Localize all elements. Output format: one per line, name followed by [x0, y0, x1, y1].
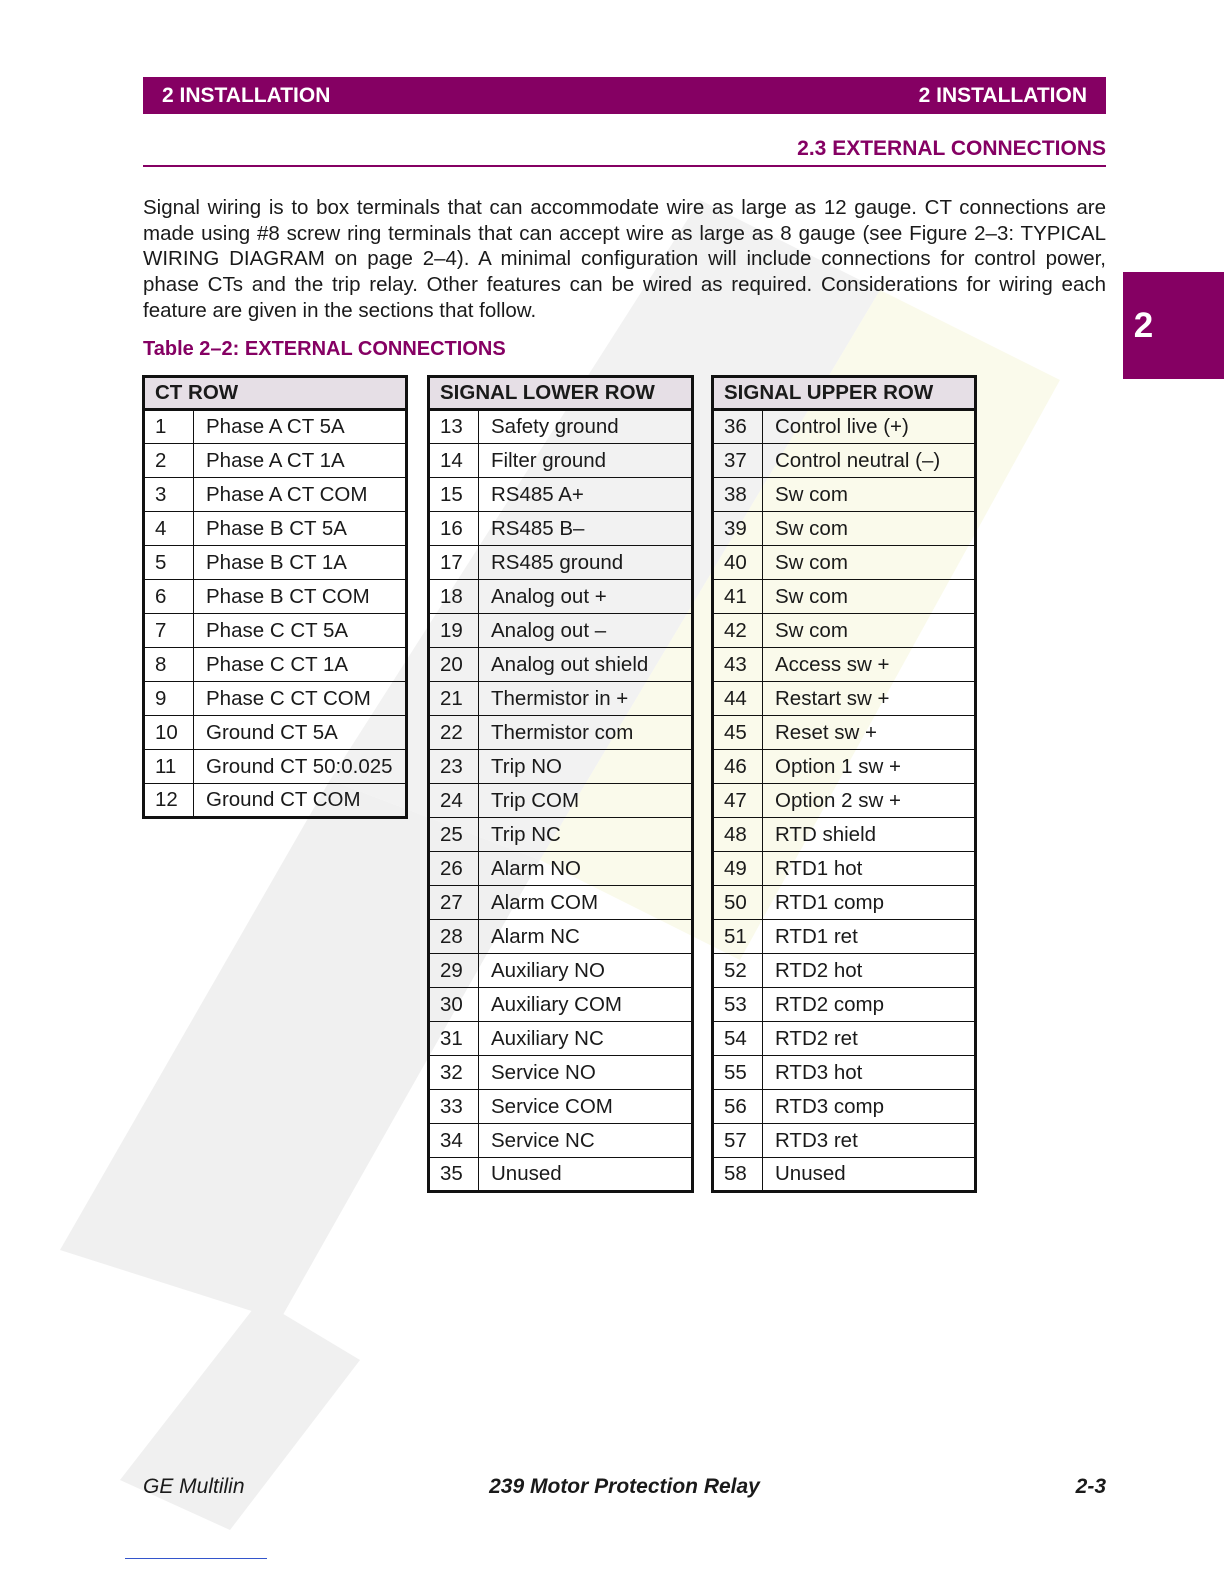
table-row	[429, 1022, 693, 1056]
terminal-description: Sw com	[763, 512, 976, 546]
terminal-description: Service COM	[479, 1090, 693, 1124]
table-row	[429, 988, 693, 1022]
terminal-description: Phase A CT COM	[194, 478, 407, 512]
terminal-number: 36	[713, 410, 763, 444]
terminal-description: Unused	[479, 1158, 693, 1192]
footer-page-number: 2-3	[1075, 1475, 1106, 1498]
terminal-number: 34	[429, 1124, 479, 1158]
terminal-number: 37	[713, 444, 763, 478]
table-row	[144, 580, 407, 614]
terminal-description: Phase C CT 1A	[194, 648, 407, 682]
header-right-label: 2 INSTALLATION	[918, 83, 1087, 107]
table-row	[429, 580, 693, 614]
table-row	[429, 444, 693, 478]
terminal-description: Phase C CT COM	[194, 682, 407, 716]
table-row	[713, 546, 976, 580]
terminal-description: Option 2 sw +	[763, 784, 976, 818]
terminal-number: 44	[713, 682, 763, 716]
terminal-number: 1	[144, 410, 194, 444]
terminal-description: Thermistor in +	[479, 682, 693, 716]
terminal-description: Service NC	[479, 1124, 693, 1158]
table-row	[713, 920, 976, 954]
table-row	[713, 818, 976, 852]
table-row	[713, 886, 976, 920]
table-row	[713, 1022, 976, 1056]
footer-company: GE Multilin	[143, 1475, 245, 1498]
terminal-description: Sw com	[763, 478, 976, 512]
terminal-number: 45	[713, 716, 763, 750]
terminal-number: 14	[429, 444, 479, 478]
terminal-number: 19	[429, 614, 479, 648]
terminal-description: Analog out +	[479, 580, 693, 614]
terminal-description: RTD2 ret	[763, 1022, 976, 1056]
terminal-number: 26	[429, 852, 479, 886]
terminal-number: 39	[713, 512, 763, 546]
table-row	[713, 580, 976, 614]
terminal-number: 33	[429, 1090, 479, 1124]
table-row	[713, 716, 976, 750]
table-title: SIGNAL LOWER ROW	[429, 377, 693, 410]
signal-lower-row-table	[427, 375, 694, 1193]
terminal-number: 9	[144, 682, 194, 716]
terminal-description: Alarm COM	[479, 886, 693, 920]
table-row	[144, 614, 407, 648]
terminal-number: 32	[429, 1056, 479, 1090]
terminal-description: RTD2 hot	[763, 954, 976, 988]
footer-product-title: 239 Motor Protection Relay	[489, 1475, 760, 1498]
table-row	[713, 1056, 976, 1090]
terminal-description: Phase C CT 5A	[194, 614, 407, 648]
terminal-number: 24	[429, 784, 479, 818]
terminal-number: 23	[429, 750, 479, 784]
table-row	[429, 1056, 693, 1090]
table-row	[429, 954, 693, 988]
table-header-row	[713, 377, 976, 410]
table-row	[713, 750, 976, 784]
terminal-number: 6	[144, 580, 194, 614]
table-row	[713, 954, 976, 988]
terminal-description: Reset sw +	[763, 716, 976, 750]
terminal-description: Service NO	[479, 1056, 693, 1090]
table-row	[429, 716, 693, 750]
terminal-number: 17	[429, 546, 479, 580]
table-row	[713, 1124, 976, 1158]
table-row	[713, 852, 976, 886]
table-row	[144, 512, 407, 546]
terminal-description: Sw com	[763, 546, 976, 580]
table-row	[429, 818, 693, 852]
terminal-description: Control neutral (–)	[763, 444, 976, 478]
terminal-description: Phase B CT 1A	[194, 546, 407, 580]
terminal-number: 56	[713, 1090, 763, 1124]
terminal-number: 50	[713, 886, 763, 920]
table-row	[144, 750, 407, 784]
terminal-description: RTD1 ret	[763, 920, 976, 954]
terminal-description: Alarm NO	[479, 852, 693, 886]
terminal-number: 12	[144, 784, 194, 818]
table-row	[429, 682, 693, 716]
terminal-number: 22	[429, 716, 479, 750]
terminal-description: Trip COM	[479, 784, 693, 818]
terminal-description: Unused	[763, 1158, 976, 1192]
terminal-description: Thermistor com	[479, 716, 693, 750]
terminal-description: Auxiliary NC	[479, 1022, 693, 1056]
terminal-number: 21	[429, 682, 479, 716]
terminal-description: Access sw +	[763, 648, 976, 682]
signal-upper-row-table	[711, 375, 977, 1193]
terminal-description: Option 1 sw +	[763, 750, 976, 784]
table-caption: Table 2–2: EXTERNAL CONNECTIONS	[143, 338, 506, 360]
table-row	[713, 410, 976, 444]
table-row	[713, 478, 976, 512]
table-row	[429, 1158, 693, 1192]
ct-row-table	[142, 375, 408, 819]
table-row	[144, 784, 407, 818]
table-row	[429, 410, 693, 444]
table-row	[144, 546, 407, 580]
terminal-number: 53	[713, 988, 763, 1022]
table-row	[429, 614, 693, 648]
terminal-number: 2	[144, 444, 194, 478]
terminal-description: RS485 A+	[479, 478, 693, 512]
terminal-number: 25	[429, 818, 479, 852]
terminal-number: 18	[429, 580, 479, 614]
terminal-description: Ground CT 50:0.025	[194, 750, 407, 784]
intro-paragraph: Signal wiring is to box terminals that can accommodate wire as large as 12 gauge. CT connections are made using #8 screw ring terminals that can accept wire as large as 8 gauge (see Figure 2–3: TYPICAL WIRING DIAGRAM on page 2–4). A minimal configuration will include connections for control power, phase CTs and the trip relay. Other features can be wired as required. Considerations for wiring each feature are given in the sections that follow.	[143, 196, 1106, 322]
table-row	[429, 648, 693, 682]
terminal-description: RS485 B–	[479, 512, 693, 546]
table-row	[713, 444, 976, 478]
terminal-number: 7	[144, 614, 194, 648]
terminal-number: 28	[429, 920, 479, 954]
footer-link-underline	[125, 1558, 267, 1559]
terminal-number: 41	[713, 580, 763, 614]
terminal-description: RTD3 hot	[763, 1056, 976, 1090]
terminal-number: 52	[713, 954, 763, 988]
terminal-number: 47	[713, 784, 763, 818]
terminal-number: 10	[144, 716, 194, 750]
terminal-number: 20	[429, 648, 479, 682]
terminal-number: 38	[713, 478, 763, 512]
terminal-number: 55	[713, 1056, 763, 1090]
terminal-number: 11	[144, 750, 194, 784]
terminal-number: 54	[713, 1022, 763, 1056]
table-row	[429, 478, 693, 512]
terminal-number: 29	[429, 954, 479, 988]
chapter-number: 2	[1133, 305, 1154, 345]
table-row	[429, 784, 693, 818]
table-header-row	[429, 377, 693, 410]
table-row	[144, 682, 407, 716]
table-row	[144, 410, 407, 444]
terminal-number: 13	[429, 410, 479, 444]
header-left-label: 2 INSTALLATION	[162, 83, 331, 107]
terminal-description: RTD2 comp	[763, 988, 976, 1022]
page-header-bar	[143, 77, 1106, 114]
terminal-number: 3	[144, 478, 194, 512]
terminal-number: 43	[713, 648, 763, 682]
terminal-number: 35	[429, 1158, 479, 1192]
terminal-description: Auxiliary NO	[479, 954, 693, 988]
terminal-description: Analog out shield	[479, 648, 693, 682]
terminal-number: 49	[713, 852, 763, 886]
terminal-description: Phase A CT 5A	[206, 415, 345, 438]
terminal-description: Safety ground	[491, 415, 619, 438]
table-row	[429, 920, 693, 954]
terminal-number: 4	[144, 512, 194, 546]
table-row	[144, 444, 407, 478]
terminal-number: 31	[429, 1022, 479, 1056]
terminal-number: 8	[144, 648, 194, 682]
terminal-description: Ground CT 5A	[194, 716, 407, 750]
terminal-description: RTD1 comp	[763, 886, 976, 920]
table-row	[429, 1124, 693, 1158]
table-row	[713, 1158, 976, 1192]
terminal-description: Alarm NC	[479, 920, 693, 954]
terminal-description: Control live (+)	[775, 415, 909, 438]
terminal-number: 15	[429, 478, 479, 512]
table-title: SIGNAL UPPER ROW	[713, 377, 976, 410]
terminal-description: Auxiliary COM	[479, 988, 693, 1022]
table-row	[713, 648, 976, 682]
terminal-number: 48	[713, 818, 763, 852]
terminal-description: Analog out –	[479, 614, 693, 648]
terminal-description: Filter ground	[479, 444, 693, 478]
table-row	[429, 1090, 693, 1124]
table-header-row	[144, 377, 407, 410]
table-row	[713, 1090, 976, 1124]
table-row	[144, 716, 407, 750]
terminal-description: RTD1 hot	[763, 852, 976, 886]
terminal-description: Trip NC	[479, 818, 693, 852]
terminal-number: 16	[429, 512, 479, 546]
terminal-number: 42	[713, 614, 763, 648]
table-row	[429, 546, 693, 580]
table-row	[429, 750, 693, 784]
terminal-description: Restart sw +	[763, 682, 976, 716]
table-row	[429, 512, 693, 546]
table-title: CT ROW	[144, 377, 407, 410]
terminal-description: RTD3 comp	[763, 1090, 976, 1124]
terminal-description: Sw com	[763, 614, 976, 648]
terminal-number: 51	[713, 920, 763, 954]
terminal-description: Phase B CT 5A	[194, 512, 407, 546]
terminal-description: Sw com	[763, 580, 976, 614]
table-row	[713, 512, 976, 546]
terminal-number: 40	[713, 546, 763, 580]
terminal-description: Phase B CT COM	[194, 580, 407, 614]
terminal-description: RS485 ground	[479, 546, 693, 580]
terminal-number: 30	[429, 988, 479, 1022]
table-row	[144, 478, 407, 512]
terminal-description: RTD3 ret	[763, 1124, 976, 1158]
table-row	[713, 784, 976, 818]
terminal-number: 27	[429, 886, 479, 920]
terminal-description: Ground CT COM	[194, 784, 407, 818]
chapter-side-tab	[1123, 272, 1224, 379]
terminal-number: 57	[713, 1124, 763, 1158]
terminal-number: 58	[713, 1158, 763, 1192]
terminal-description: Phase A CT 1A	[194, 444, 407, 478]
section-title: 2.3 EXTERNAL CONNECTIONS	[797, 137, 1106, 160]
table-row	[713, 614, 976, 648]
terminal-description: RTD shield	[763, 818, 976, 852]
section-divider	[143, 165, 1106, 167]
table-row	[713, 988, 976, 1022]
terminal-number: 46	[713, 750, 763, 784]
table-row	[713, 682, 976, 716]
terminal-description: Trip NO	[479, 750, 693, 784]
table-row	[144, 648, 407, 682]
table-row	[429, 852, 693, 886]
terminal-number: 5	[144, 546, 194, 580]
table-row	[429, 886, 693, 920]
